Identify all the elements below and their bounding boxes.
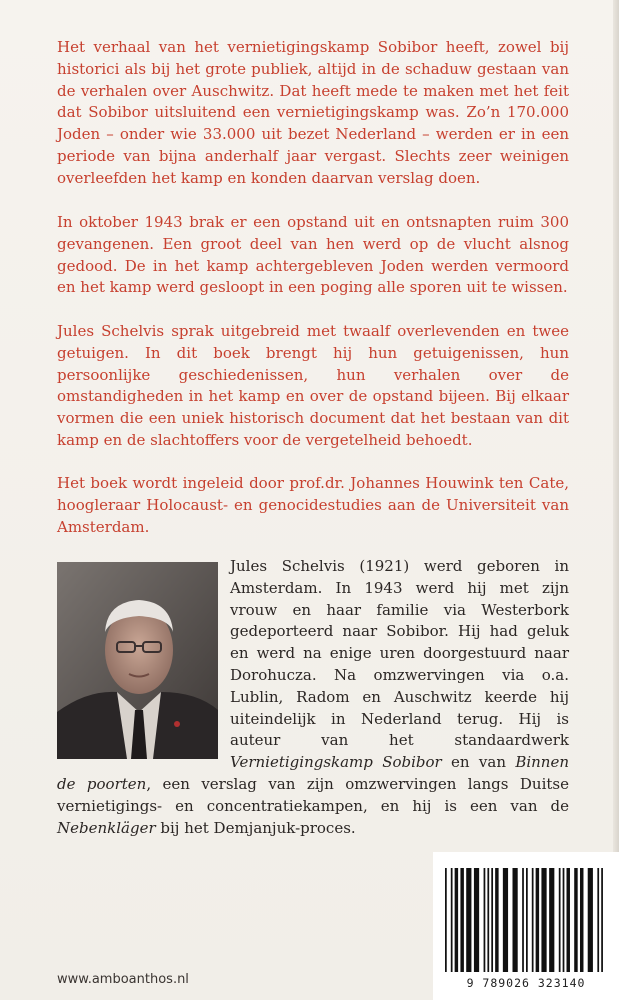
bio-text-3: , een verslag van zijn omzwervingen langs Duitse vernietigings- en concentratiekampen, en hij is een van de <box>57 774 569 815</box>
bio-text-2: en van <box>441 753 516 772</box>
barcode-bar <box>559 868 561 972</box>
blurb-paragraph-2: In oktober 1943 brak er een opstand uit en ontsnapten ruim 300 gevangenen. Een groot deel van hen werd op de vlucht alsnog gedood. De in het kamp achtergebleven Joden werden vermoord en het kamp werd gesloopt in een poging alle sporen uit te wissen. <box>57 213 569 297</box>
barcode-bar <box>513 868 518 972</box>
book-title-1: Vernietigingskamp Sobibor <box>230 753 442 772</box>
barcode-bar <box>491 868 493 972</box>
bio-text-4: bij het Demjanjuk-proces. <box>155 818 356 837</box>
barcode-bar <box>601 868 603 972</box>
barcode-bar <box>580 868 583 972</box>
barcode-bar <box>495 868 498 972</box>
barcode-bar <box>574 868 577 972</box>
isbn-number: 9 789026 323140 <box>466 976 586 990</box>
author-photo <box>57 562 218 759</box>
blurb-paragraph-3: Jules Schelvis sprak uitgebreid met twaalf overlevenden en twee getuigen. In dit boek brengt hij hun getuigenissen, hun persoonlijke geschiedenissen, hun verhalen over de omstandigheden in het kamp en over de opstand bijeen. Bij elkaar vormen die een uniek historisch document dat het bestaan van dit kamp en de slachtoffers voor de vergetelheid behoedt. <box>57 322 569 449</box>
barcode-bar <box>522 868 524 972</box>
page-edge <box>613 0 619 1000</box>
barcode-bar <box>588 868 593 972</box>
barcode-bar <box>503 868 508 972</box>
barcode-bar <box>484 868 486 972</box>
barcode-bar <box>526 868 528 972</box>
barcode-bar <box>466 868 471 972</box>
barcode-bar <box>455 868 458 972</box>
author-portrait-image <box>57 562 218 759</box>
barcode-bar <box>567 868 570 972</box>
barcode-bar <box>532 868 534 972</box>
barcode-image <box>433 852 619 977</box>
barcode-bar <box>451 868 453 972</box>
publisher-url[interactable]: www.amboanthos.nl <box>57 972 189 987</box>
barcode-bar <box>474 868 479 972</box>
blurb-paragraph-1: Het verhaal van het vernietigingskamp Sobibor heeft, zowel bij historici als bij het grote publiek, altijd in de schaduw gestaan van de verhalen over Auschwitz. Dat heeft mede te maken met het feit dat Sobibor uitsluitend een vernietigingskamp was. Zo’n 170.000 Joden – onder wie 33.000 uit bezet Nederland – werden er in een periode van bijna anderhalf jaar vergast. Slechts zeer weinigen overleefden het kamp en konden daarvan verslag doen. <box>57 38 569 187</box>
barcode-bar <box>549 868 554 972</box>
barcode-bar <box>541 868 546 972</box>
bio-text-1: Jules Schelvis (1921) werd geboren in Amsterdam. In 1943 werd hij met zijn vrouw en haar familie via Westerbork gedeporteerd naar Sobibor. Hij had geluk en werd na enige uren doorgestuurd naar Dorohucza. Na omzwervingen via o.a. Lublin, Radom en Auschwitz keerde hij uiteindelijk in Nederland terug. Hij is auteur van het standaardwerk <box>230 557 569 750</box>
book-title-2: Binnen de poorten <box>57 753 569 793</box>
blurb-paragraph-4: Het boek wordt ingeleid door prof.dr. Johannes Houwink ten Cate, hoogleraar Holocaust- en genocidestudies aan de Universiteit van Amsterdam. <box>57 474 569 536</box>
barcode-bar <box>597 868 599 972</box>
author-bio <box>57 556 569 839</box>
barcode-bar <box>563 868 565 972</box>
barcode-bar <box>487 868 489 972</box>
barcode-bar <box>445 868 447 972</box>
barcode-bar <box>460 868 463 972</box>
legal-term: Nebenkläger <box>57 818 156 837</box>
barcode-bar <box>536 868 539 972</box>
